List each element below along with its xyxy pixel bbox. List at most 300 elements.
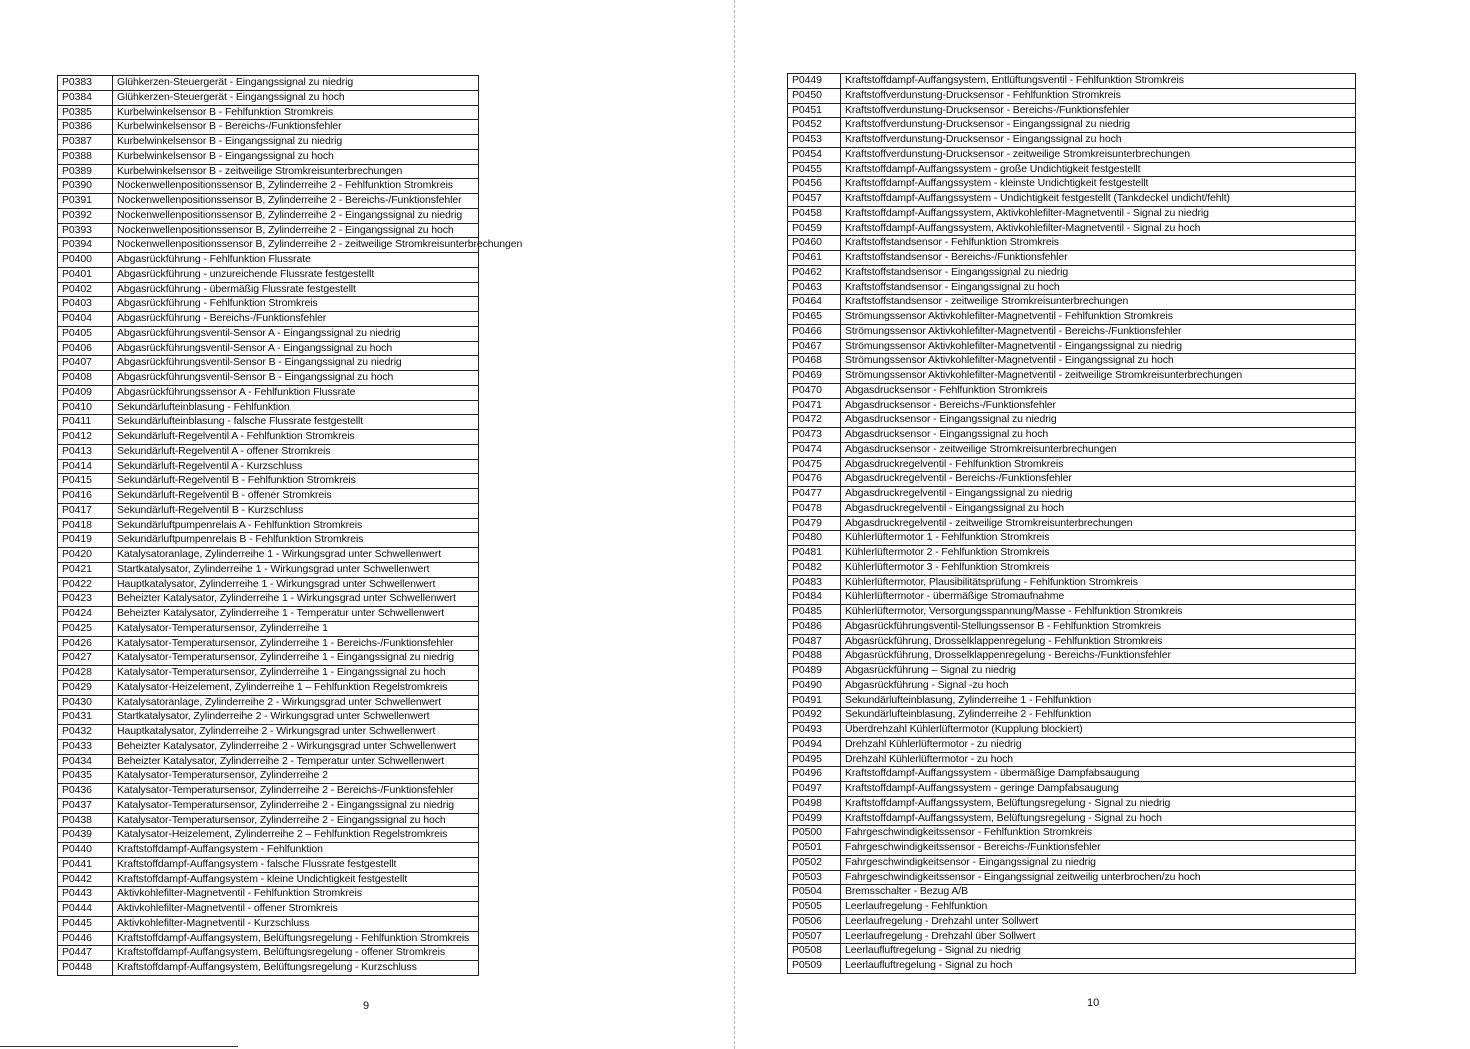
table-row bbox=[58, 356, 479, 371]
dtc-description: Abgasrückführung – Signal zu niedrig bbox=[841, 664, 1356, 679]
table-row bbox=[58, 430, 479, 445]
dtc-description: Abgasdrucksensor - Eingangssignal zu hoch bbox=[841, 428, 1356, 443]
table-row bbox=[58, 164, 479, 179]
table-row bbox=[788, 516, 1356, 531]
dtc-code: P0506 bbox=[788, 914, 841, 929]
table-row bbox=[58, 828, 479, 843]
dtc-code: P0439 bbox=[58, 828, 113, 843]
table-row bbox=[58, 902, 479, 917]
table-row bbox=[58, 739, 479, 754]
dtc-code: P0492 bbox=[788, 708, 841, 723]
dtc-description: Abgasdruckregelventil - zeitweilige Stromkreisunterbrechungen bbox=[841, 516, 1356, 531]
dtc-code: P0477 bbox=[788, 487, 841, 502]
dtc-code: P0496 bbox=[788, 767, 841, 782]
dtc-code: P0479 bbox=[788, 516, 841, 531]
dtc-code: P0431 bbox=[58, 710, 113, 725]
dtc-description: Kurbelwinkelsensor B - Eingangssignal zu hoch bbox=[113, 149, 479, 164]
dtc-description: Abgasrückführung - Fehlfunktion Stromkreis bbox=[113, 297, 479, 312]
dtc-code: P0465 bbox=[788, 310, 841, 325]
table-row bbox=[788, 354, 1356, 369]
dtc-code: P0487 bbox=[788, 634, 841, 649]
dtc-description: Sekundärluft-Regelventil B - offener Stromkreis bbox=[113, 489, 479, 504]
dtc-description: Sekundärluftpumpenrelais A - Fehlfunktion Stromkreis bbox=[113, 518, 479, 533]
dtc-description: Katalysatoranlage, Zylinderreihe 2 - Wirkungsgrad unter Schwellenwert bbox=[113, 695, 479, 710]
table-row bbox=[58, 725, 479, 740]
dtc-code: P0485 bbox=[788, 605, 841, 620]
dtc-description: Überdrehzahl Kühlerlüftermotor (Kupplung blockiert) bbox=[841, 723, 1356, 738]
dtc-description: Leerlaufregelung - Fehlfunktion bbox=[841, 900, 1356, 915]
dtc-description: Kühlerlüftermotor 1 - Fehlfunktion Stromkreis bbox=[841, 531, 1356, 546]
dtc-code: P0437 bbox=[58, 798, 113, 813]
dtc-description: Katalysator-Temperatursensor, Zylinderreihe 1 - Eingangssignal zu niedrig bbox=[113, 651, 479, 666]
table-row bbox=[788, 472, 1356, 487]
dtc-description: Fahrgeschwindigkeitssensor - Bereichs-/Funktionsfehler bbox=[841, 841, 1356, 856]
table-row bbox=[58, 297, 479, 312]
table-row bbox=[58, 548, 479, 563]
dtc-code: P0406 bbox=[58, 341, 113, 356]
dtc-description: Kühlerlüftermotor - übermäßige Stromaufnahme bbox=[841, 590, 1356, 605]
dtc-code: P0480 bbox=[788, 531, 841, 546]
table-row bbox=[788, 575, 1356, 590]
dtc-description: Abgasrückführungsventil-Sensor B - Eingangssignal zu niedrig bbox=[113, 356, 479, 371]
dtc-description: Sekundärluft-Regelventil A - offener Stromkreis bbox=[113, 444, 479, 459]
dtc-code: P0402 bbox=[58, 282, 113, 297]
dtc-description: Glühkerzen-Steuergerät - Eingangssignal zu niedrig bbox=[113, 76, 479, 91]
dtc-description: Bremsschalter - Bezug A/B bbox=[841, 885, 1356, 900]
dtc-code: P0463 bbox=[788, 280, 841, 295]
dtc-code: P0424 bbox=[58, 607, 113, 622]
table-row bbox=[788, 88, 1356, 103]
table-row bbox=[58, 695, 479, 710]
dtc-code: P0421 bbox=[58, 562, 113, 577]
table-row bbox=[58, 607, 479, 622]
dtc-description: Kraftstoffdampf-Auffangsystem, Entlüftungsventil - Fehlfunktion Stromkreis bbox=[841, 74, 1356, 89]
dtc-description: Strömungssensor Aktivkohlefilter-Magnetventil - zeitweilige Stromkreisunterbrechungen bbox=[841, 369, 1356, 384]
table-row bbox=[788, 295, 1356, 310]
dtc-description: Kraftstoffdampf-Auffangssystem, Belüftungsregelung - Signal zu niedrig bbox=[841, 796, 1356, 811]
dtc-description: Abgasdrucksensor - zeitweilige Stromkreisunterbrechungen bbox=[841, 442, 1356, 457]
table-row bbox=[788, 605, 1356, 620]
page-number: 10 bbox=[1087, 997, 1100, 1009]
dtc-description: Nockenwellenpositionssensor B, Zylinderreihe 2 - Eingangssignal zu hoch bbox=[113, 223, 479, 238]
table-row bbox=[58, 577, 479, 592]
table-row bbox=[788, 560, 1356, 575]
table-row bbox=[58, 223, 479, 238]
dtc-code: P0423 bbox=[58, 592, 113, 607]
dtc-table-left bbox=[57, 75, 523, 976]
dtc-description: Sekundärluft-Regelventil B - Kurzschluss bbox=[113, 503, 479, 518]
table-row bbox=[58, 120, 479, 135]
dtc-description: Kraftstoffverdunstung-Drucksensor - zeitweilige Stromkreisunterbrechungen bbox=[841, 147, 1356, 162]
dtc-description: Aktivkohlefilter-Magnetventil - Kurzschluss bbox=[113, 916, 479, 931]
table-row bbox=[788, 457, 1356, 472]
table-row bbox=[58, 931, 479, 946]
dtc-code: P0488 bbox=[788, 649, 841, 664]
dtc-code: P0481 bbox=[788, 546, 841, 561]
dtc-code: P0472 bbox=[788, 413, 841, 428]
dtc-code: P0508 bbox=[788, 944, 841, 959]
dtc-code: P0390 bbox=[58, 179, 113, 194]
table-row bbox=[58, 636, 479, 651]
table-row bbox=[788, 826, 1356, 841]
dtc-description: Sekundärlufteinblasung, Zylinderreihe 2 - Fehlfunktion bbox=[841, 708, 1356, 723]
dtc-description: Abgasrückführung - unzureichende Flussrate festgestellt bbox=[113, 267, 479, 282]
dtc-description: Kraftstoffdampf-Auffangsystem, Belüftungsregelung - offener Stromkreis bbox=[113, 946, 479, 961]
dtc-code: P0405 bbox=[58, 326, 113, 341]
dtc-description: Katalysator-Temperatursensor, Zylinderreihe 1 - Eingangssignal zu hoch bbox=[113, 666, 479, 681]
table-row bbox=[788, 678, 1356, 693]
dtc-code: P0450 bbox=[788, 88, 841, 103]
dtc-description: Kraftstoffverdunstung-Drucksensor - Bereichs-/Funktionsfehler bbox=[841, 103, 1356, 118]
table-row bbox=[58, 843, 479, 858]
dtc-description: Kraftstoffdampf-Auffangssystem, Belüftungsregelung - Signal zu hoch bbox=[841, 811, 1356, 826]
dtc-code: P0383 bbox=[58, 76, 113, 91]
dtc-code: P0448 bbox=[58, 961, 113, 976]
dtc-description: Abgasrückführung - Signal -zu hoch bbox=[841, 678, 1356, 693]
table-row bbox=[58, 592, 479, 607]
dtc-description: Abgasrückführung - Bereichs-/Funktionsfehler bbox=[113, 312, 479, 327]
dtc-code: P0505 bbox=[788, 900, 841, 915]
table-row bbox=[788, 310, 1356, 325]
dtc-code: P0434 bbox=[58, 754, 113, 769]
table-row bbox=[58, 400, 479, 415]
dtc-description: Kraftstoffdampf-Auffangsystem - falsche Flussrate festgestellt bbox=[113, 857, 479, 872]
dtc-description: Abgasdrucksensor - Bereichs-/Funktionsfehler bbox=[841, 398, 1356, 413]
dtc-description: Kraftstoffdampf-Auffangsystem, Belüftungsregelung - Fehlfunktion Stromkreis bbox=[113, 931, 479, 946]
table-row bbox=[58, 282, 479, 297]
dtc-description: Katalysator-Heizelement, Zylinderreihe 1 – Fehlfunktion Regelstromkreis bbox=[113, 680, 479, 695]
dtc-description: Kraftstoffdampf-Auffangsystem - Fehlfunktion bbox=[113, 843, 479, 858]
table-row bbox=[788, 546, 1356, 561]
dtc-description: Katalysator-Temperatursensor, Zylinderreihe 2 - Eingangssignal zu hoch bbox=[113, 813, 479, 828]
dtc-code: P0412 bbox=[58, 430, 113, 445]
dtc-description: Fahrgeschwindigkeitssensor - Eingangssignal zeitweilig unterbrochen/zu hoch bbox=[841, 870, 1356, 885]
dtc-code: P0435 bbox=[58, 769, 113, 784]
table-row bbox=[58, 621, 479, 636]
dtc-description: Kurbelwinkelsensor B - Fehlfunktion Stromkreis bbox=[113, 105, 479, 120]
table-row bbox=[788, 398, 1356, 413]
table-row bbox=[58, 76, 479, 91]
dtc-code: P0459 bbox=[788, 221, 841, 236]
dtc-code: P0475 bbox=[788, 457, 841, 472]
dtc-description: Sekundärlufteinblasung, Zylinderreihe 1 - Fehlfunktion bbox=[841, 693, 1356, 708]
dtc-code: P0501 bbox=[788, 841, 841, 856]
table-row bbox=[58, 341, 479, 356]
table-row bbox=[788, 103, 1356, 118]
table-row bbox=[58, 872, 479, 887]
dtc-description: Abgasrückführungsventil-Sensor A - Eingangssignal zu niedrig bbox=[113, 326, 479, 341]
table-row bbox=[788, 133, 1356, 148]
table-row bbox=[788, 383, 1356, 398]
table-row bbox=[788, 752, 1356, 767]
dtc-description: Sekundärluft-Regelventil A - Kurzschluss bbox=[113, 459, 479, 474]
dtc-description: Aktivkohlefilter-Magnetventil - offener Stromkreis bbox=[113, 902, 479, 917]
dtc-description: Fahrgeschwindigkeitssensor - Fehlfunktion Stromkreis bbox=[841, 826, 1356, 841]
dtc-description: Kraftstoffdampf-Auffangssystem - Undichtigkeit festgestellt (Tankdeckel undicht/fehlt) bbox=[841, 192, 1356, 207]
dtc-code: P0494 bbox=[788, 737, 841, 752]
table-row bbox=[58, 562, 479, 577]
table-row bbox=[788, 796, 1356, 811]
dtc-description: Kraftstoffdampf-Auffangssystem - große Undichtigkeit festgestellt bbox=[841, 162, 1356, 177]
dtc-code: P0490 bbox=[788, 678, 841, 693]
dtc-code: P0509 bbox=[788, 959, 841, 974]
table-row bbox=[58, 784, 479, 799]
dtc-code: P0413 bbox=[58, 444, 113, 459]
table-row bbox=[58, 503, 479, 518]
table-row bbox=[788, 487, 1356, 502]
dtc-table-right bbox=[787, 73, 1356, 974]
dtc-code: P0401 bbox=[58, 267, 113, 282]
dtc-description: Abgasrückführungsventil-Stellungssensor B - Fehlfunktion Stromkreis bbox=[841, 619, 1356, 634]
table-row bbox=[58, 312, 479, 327]
dtc-code: P0415 bbox=[58, 474, 113, 489]
dtc-description: Leerlaufregelung - Drehzahl über Sollwert bbox=[841, 929, 1356, 944]
dtc-description: Katalysator-Temperatursensor, Zylinderreihe 1 - Bereichs-/Funktionsfehler bbox=[113, 636, 479, 651]
table-row bbox=[788, 782, 1356, 797]
dtc-code: P0422 bbox=[58, 577, 113, 592]
dtc-description: Kraftstoffdampf-Auffangssystem, Aktivkohlefilter-Magnetventil - Signal zu niedrig bbox=[841, 206, 1356, 221]
dtc-code: P0429 bbox=[58, 680, 113, 695]
dtc-description: Kraftstoffdampf-Auffangssystem - übermäßige Dampfabsaugung bbox=[841, 767, 1356, 782]
table-row bbox=[788, 959, 1356, 974]
dtc-description: Aktivkohlefilter-Magnetventil - Fehlfunktion Stromkreis bbox=[113, 887, 479, 902]
dtc-code: P0428 bbox=[58, 666, 113, 681]
dtc-description: Abgasdruckregelventil - Fehlfunktion Stromkreis bbox=[841, 457, 1356, 472]
dtc-description: Sekundärlufteinblasung - Fehlfunktion bbox=[113, 400, 479, 415]
dtc-description: Kühlerlüftermotor 3 - Fehlfunktion Stromkreis bbox=[841, 560, 1356, 575]
table-row bbox=[788, 413, 1356, 428]
dtc-code: P0394 bbox=[58, 238, 113, 253]
dtc-code: P0392 bbox=[58, 208, 113, 223]
table-row bbox=[58, 371, 479, 386]
dtc-code: P0404 bbox=[58, 312, 113, 327]
table-row bbox=[788, 841, 1356, 856]
table-row bbox=[788, 74, 1356, 89]
dtc-code: P0454 bbox=[788, 147, 841, 162]
dtc-description: Drehzahl Kühlerlüftermotor - zu niedrig bbox=[841, 737, 1356, 752]
dtc-code: P0483 bbox=[788, 575, 841, 590]
dtc-description: Hauptkatalysator, Zylinderreihe 1 - Wirkungsgrad unter Schwellenwert bbox=[113, 577, 479, 592]
dtc-code: P0474 bbox=[788, 442, 841, 457]
dtc-code: P0499 bbox=[788, 811, 841, 826]
table-row bbox=[58, 680, 479, 695]
table-row bbox=[58, 489, 479, 504]
dtc-code: P0504 bbox=[788, 885, 841, 900]
table-row bbox=[58, 769, 479, 784]
dtc-description: Strömungssensor Aktivkohlefilter-Magnetventil - Eingangssignal zu niedrig bbox=[841, 339, 1356, 354]
dtc-description: Leerlaufregelung - Drehzahl unter Sollwert bbox=[841, 914, 1356, 929]
dtc-description: Abgasrückführung - Fehlfunktion Flussrate bbox=[113, 253, 479, 268]
dtc-code: P0432 bbox=[58, 725, 113, 740]
table-row bbox=[58, 857, 479, 872]
dtc-description: Kraftstoffdampf-Auffangsystem, Belüftungsregelung - Kurzschluss bbox=[113, 961, 479, 976]
table-row bbox=[58, 887, 479, 902]
table-row bbox=[58, 238, 479, 253]
dtc-description: Abgasrückführung - übermäßig Flussrate festgestellt bbox=[113, 282, 479, 297]
dtc-code: P0385 bbox=[58, 105, 113, 120]
dtc-code: P0458 bbox=[788, 206, 841, 221]
dtc-code: P0400 bbox=[58, 253, 113, 268]
dtc-code: P0466 bbox=[788, 324, 841, 339]
dtc-description: Katalysator-Heizelement, Zylinderreihe 2 – Fehlfunktion Regelstromkreis bbox=[113, 828, 479, 843]
dtc-code: P0486 bbox=[788, 619, 841, 634]
page-number: 9 bbox=[363, 1000, 370, 1012]
dtc-description: Katalysator-Temperatursensor, Zylinderreihe 2 - Bereichs-/Funktionsfehler bbox=[113, 784, 479, 799]
table-row bbox=[788, 855, 1356, 870]
table-row bbox=[58, 813, 479, 828]
dtc-code: P0452 bbox=[788, 118, 841, 133]
dtc-description: Kühlerlüftermotor, Plausibilitätsprüfung - Fehlfunktion Stromkreis bbox=[841, 575, 1356, 590]
dtc-code: P0449 bbox=[788, 74, 841, 89]
dtc-code: P0425 bbox=[58, 621, 113, 636]
dtc-description: Kraftstoffstandsensor - Eingangssignal zu niedrig bbox=[841, 265, 1356, 280]
table-row bbox=[58, 651, 479, 666]
table-row bbox=[788, 162, 1356, 177]
dtc-description: Katalysatoranlage, Zylinderreihe 1 - Wirkungsgrad unter Schwellenwert bbox=[113, 548, 479, 563]
dtc-code: P0426 bbox=[58, 636, 113, 651]
table-row bbox=[58, 267, 479, 282]
dtc-description: Abgasdrucksensor - Fehlfunktion Stromkreis bbox=[841, 383, 1356, 398]
table-row bbox=[58, 798, 479, 813]
table-row bbox=[788, 324, 1356, 339]
table-row bbox=[58, 135, 479, 150]
dtc-code: P0453 bbox=[788, 133, 841, 148]
dtc-code: P0476 bbox=[788, 472, 841, 487]
table-row bbox=[788, 737, 1356, 752]
table-row bbox=[58, 415, 479, 430]
table-row bbox=[58, 253, 479, 268]
dtc-description: Sekundärluftpumpenrelais B - Fehlfunktion Stromkreis bbox=[113, 533, 479, 548]
dtc-code: P0386 bbox=[58, 120, 113, 135]
dtc-description: Kurbelwinkelsensor B - Eingangssignal zu niedrig bbox=[113, 135, 479, 150]
table-row bbox=[788, 236, 1356, 251]
dtc-description: Sekundärlufteinblasung - falsche Flussrate festgestellt bbox=[113, 415, 479, 430]
dtc-code: P0468 bbox=[788, 354, 841, 369]
dtc-code: P0498 bbox=[788, 796, 841, 811]
dtc-description: Kurbelwinkelsensor B - Bereichs-/Funktionsfehler bbox=[113, 120, 479, 135]
table-row bbox=[788, 767, 1356, 782]
footer-rule bbox=[0, 1046, 238, 1047]
table-row bbox=[788, 914, 1356, 929]
dtc-code: P0442 bbox=[58, 872, 113, 887]
dtc-code: P0470 bbox=[788, 383, 841, 398]
dtc-description: Katalysator-Temperatursensor, Zylinderreihe 2 bbox=[113, 769, 479, 784]
table-row bbox=[788, 192, 1356, 207]
dtc-description: Nockenwellenpositionssensor B, Zylinderreihe 2 - Eingangssignal zu niedrig bbox=[113, 208, 479, 223]
dtc-description: Katalysator-Temperatursensor, Zylinderreihe 1 bbox=[113, 621, 479, 636]
table-row bbox=[788, 723, 1356, 738]
dtc-description: Leerlaufluftregelung - Signal zu niedrig bbox=[841, 944, 1356, 959]
dtc-code: P0440 bbox=[58, 843, 113, 858]
dtc-code: P0418 bbox=[58, 518, 113, 533]
dtc-description: Abgasrückführungsventil-Sensor A - Eingangssignal zu hoch bbox=[113, 341, 479, 356]
dtc-description: Startkatalysator, Zylinderreihe 1 - Wirkungsgrad unter Schwellenwert bbox=[113, 562, 479, 577]
table-row bbox=[58, 916, 479, 931]
table-row bbox=[788, 147, 1356, 162]
dtc-code: P0503 bbox=[788, 870, 841, 885]
dtc-code: P0393 bbox=[58, 223, 113, 238]
table-row bbox=[788, 944, 1356, 959]
dtc-description: Kraftstoffdampf-Auffangssystem - kleinste Undichtigkeit festgestellt bbox=[841, 177, 1356, 192]
dtc-code: P0455 bbox=[788, 162, 841, 177]
dtc-code: P0457 bbox=[788, 192, 841, 207]
dtc-description: Abgasdrucksensor - Eingangssignal zu niedrig bbox=[841, 413, 1356, 428]
dtc-description: Startkatalysator, Zylinderreihe 2 - Wirkungsgrad unter Schwellenwert bbox=[113, 710, 479, 725]
dtc-code: P0497 bbox=[788, 782, 841, 797]
table-row bbox=[788, 177, 1356, 192]
dtc-code: P0502 bbox=[788, 855, 841, 870]
dtc-description: Kraftstoffdampf-Auffangssystem - geringe Dampfabsaugung bbox=[841, 782, 1356, 797]
dtc-description: Hauptkatalysator, Zylinderreihe 2 - Wirkungsgrad unter Schwellenwert bbox=[113, 725, 479, 740]
dtc-code: P0461 bbox=[788, 251, 841, 266]
dtc-description: Drehzahl Kühlerlüftermotor - zu hoch bbox=[841, 752, 1356, 767]
dtc-description: Kraftstoffverdunstung-Drucksensor - Fehlfunktion Stromkreis bbox=[841, 88, 1356, 103]
table-row bbox=[58, 105, 479, 120]
dtc-description: Abgasrückführung, Drosselklappenregelung - Fehlfunktion Stromkreis bbox=[841, 634, 1356, 649]
table-row bbox=[788, 885, 1356, 900]
dtc-description: Kraftstoffverdunstung-Drucksensor - Eingangssignal zu hoch bbox=[841, 133, 1356, 148]
table-row bbox=[58, 946, 479, 961]
dtc-description: Katalysator-Temperatursensor, Zylinderreihe 2 - Eingangssignal zu niedrig bbox=[113, 798, 479, 813]
dtc-code: P0446 bbox=[58, 931, 113, 946]
dtc-code: P0478 bbox=[788, 501, 841, 516]
dtc-code: P0484 bbox=[788, 590, 841, 605]
dtc-description: Kraftstoffdampf-Auffangsystem - kleine Undichtigkeit festgestellt bbox=[113, 872, 479, 887]
table-row bbox=[788, 428, 1356, 443]
table-row bbox=[58, 208, 479, 223]
dtc-code: P0444 bbox=[58, 902, 113, 917]
table-row bbox=[58, 533, 479, 548]
dtc-description: Strömungssensor Aktivkohlefilter-Magnetventil - Bereichs-/Funktionsfehler bbox=[841, 324, 1356, 339]
dtc-code: P0456 bbox=[788, 177, 841, 192]
dtc-description: Beheizter Katalysator, Zylinderreihe 2 - Wirkungsgrad unter Schwellenwert bbox=[113, 739, 479, 754]
table-row bbox=[58, 179, 479, 194]
dtc-code: P0416 bbox=[58, 489, 113, 504]
table-row bbox=[58, 710, 479, 725]
table-row bbox=[788, 870, 1356, 885]
dtc-description: Kühlerlüftermotor 2 - Fehlfunktion Stromkreis bbox=[841, 546, 1356, 561]
dtc-code: P0417 bbox=[58, 503, 113, 518]
dtc-description: Sekundärluft-Regelventil B - Fehlfunktion Stromkreis bbox=[113, 474, 479, 489]
table-row bbox=[788, 649, 1356, 664]
dtc-code: P0389 bbox=[58, 164, 113, 179]
table-row bbox=[788, 280, 1356, 295]
dtc-code: P0495 bbox=[788, 752, 841, 767]
dtc-code: P0441 bbox=[58, 857, 113, 872]
table-row bbox=[788, 708, 1356, 723]
dtc-code: P0473 bbox=[788, 428, 841, 443]
dtc-description: Abgasrückführung, Drosselklappenregelung - Bereichs-/Funktionsfehler bbox=[841, 649, 1356, 664]
table-row bbox=[58, 754, 479, 769]
dtc-description: Beheizter Katalysator, Zylinderreihe 1 - Wirkungsgrad unter Schwellenwert bbox=[113, 592, 479, 607]
dtc-description: Abgasrückführungssensor A - Fehlfunktion Flussrate bbox=[113, 385, 479, 400]
dtc-description: Abgasdruckregelventil - Eingangssignal zu niedrig bbox=[841, 487, 1356, 502]
dtc-description: Nockenwellenpositionssensor B, Zylinderreihe 2 - Fehlfunktion Stromkreis bbox=[113, 179, 479, 194]
table-row bbox=[58, 518, 479, 533]
dtc-code: P0445 bbox=[58, 916, 113, 931]
dtc-code: P0489 bbox=[788, 664, 841, 679]
dtc-code: P0414 bbox=[58, 459, 113, 474]
dtc-code: P0507 bbox=[788, 929, 841, 944]
dtc-code: P0471 bbox=[788, 398, 841, 413]
table-row bbox=[58, 385, 479, 400]
table-row bbox=[58, 444, 479, 459]
dtc-description: Fahrgeschwindigkeitsensor - Eingangssignal zu niedrig bbox=[841, 855, 1356, 870]
table-row bbox=[58, 149, 479, 164]
table-row bbox=[788, 900, 1356, 915]
dtc-description: Abgasdruckregelventil - Bereichs-/Funktionsfehler bbox=[841, 472, 1356, 487]
table-row bbox=[788, 634, 1356, 649]
